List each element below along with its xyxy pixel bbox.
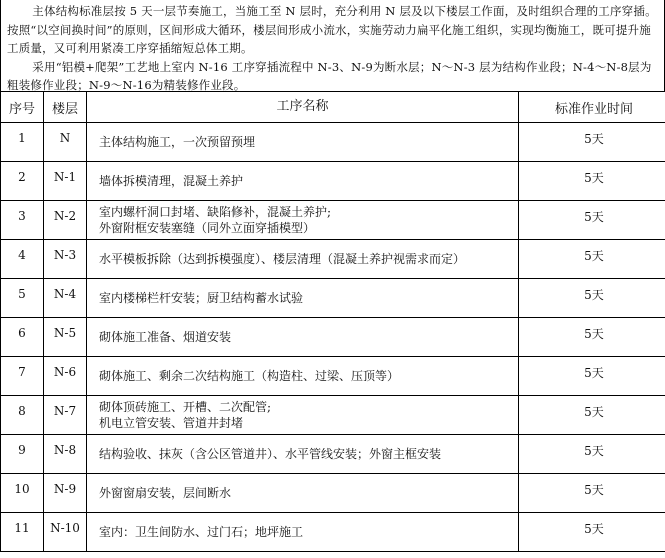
row-no bbox=[1, 435, 44, 474]
row-time bbox=[519, 201, 665, 240]
row-floor-text: N-2 bbox=[53, 209, 77, 223]
header-task: 工序名称 bbox=[87, 92, 519, 123]
row-floor bbox=[44, 474, 87, 513]
table-row bbox=[1, 474, 665, 513]
row-no bbox=[1, 162, 44, 201]
row-task bbox=[87, 357, 519, 396]
row-time-text: 5天 bbox=[584, 209, 604, 224]
row-task bbox=[87, 474, 519, 513]
header-floor: 楼层 bbox=[44, 92, 87, 123]
row-time-text: 5天 bbox=[584, 404, 604, 419]
row-no-text: 10 bbox=[14, 482, 30, 496]
row-time bbox=[519, 318, 665, 357]
row-floor-text: N-7 bbox=[53, 404, 77, 418]
row-floor bbox=[44, 123, 87, 162]
table-row bbox=[1, 318, 665, 357]
row-no bbox=[1, 123, 44, 162]
row-no-text: 9 bbox=[18, 443, 26, 457]
row-task bbox=[87, 123, 519, 162]
row-task-text: 主体结构施工，一次预留预埋 bbox=[99, 135, 256, 149]
table-row bbox=[1, 201, 665, 240]
row-no-text: 3 bbox=[18, 209, 26, 223]
row-task-text: 室内：卫生间防水、过门石；地坪施工 bbox=[99, 525, 304, 539]
table-row bbox=[1, 240, 665, 279]
row-time-text: 5天 bbox=[584, 482, 604, 497]
row-task bbox=[87, 162, 519, 201]
intro-paragraph-1: 主体结构标准层按 5 天一层节奏施工，当施工至 N 层时，充分利用 N 层及以下楼层工作面，及时组织合理的工序穿插。按照“以空间换时间”的原则，区间形成大循环，楼层间形成小流水，实施劳动力扁平化施工组织，实现均衡施工，既可提升施工质量，又可利用紧凑工序穿插缩短总体工期。 bbox=[7, 4, 657, 55]
row-time-text: 5天 bbox=[584, 248, 604, 263]
row-time-text: 5天 bbox=[584, 326, 604, 341]
row-task-text: 砌体施工、剩余二次结构施工（构造柱、过梁、压顶等） bbox=[99, 369, 400, 383]
row-time bbox=[519, 357, 665, 396]
row-time bbox=[519, 474, 665, 513]
row-no bbox=[1, 396, 44, 435]
row-no-text: 7 bbox=[18, 365, 26, 379]
row-task-text: 砌体顶砖施工、开槽、二次配管; 机电立管安装、管道井封堵 bbox=[99, 400, 272, 430]
intro-text bbox=[0, 0, 665, 91]
row-time bbox=[519, 123, 665, 162]
row-task bbox=[87, 279, 519, 318]
row-task bbox=[87, 435, 519, 474]
row-task bbox=[87, 240, 519, 279]
row-floor bbox=[44, 357, 87, 396]
row-no bbox=[1, 513, 44, 552]
row-task-text: 室内楼梯栏杆安装；厨卫结构蓄水试验 bbox=[99, 291, 304, 305]
row-time bbox=[519, 162, 665, 201]
row-floor-text: N-4 bbox=[53, 287, 77, 301]
row-time-text: 5天 bbox=[584, 521, 604, 536]
row-no bbox=[1, 279, 44, 318]
row-task-text: 室内螺杆洞口封堵、缺陷修补，混凝土养护; 外窗附框安装塞缝（同外立面穿插模型） bbox=[99, 205, 332, 235]
intro-paragraph-2: 采用“铝模+爬架”工艺地上室内 N-16 工序穿插流程中 N-3、N-9为断水层；N～N-3 层为结构作业段；N-4～N-8层为粗装修作业段；N-9～N-16为精装修作业段。 bbox=[7, 59, 652, 92]
row-floor-text: N-6 bbox=[53, 365, 77, 379]
row-task bbox=[87, 396, 519, 435]
table-row bbox=[1, 123, 665, 162]
table-row bbox=[1, 396, 665, 435]
header-no: 序号 bbox=[1, 92, 44, 123]
row-floor-text: N-1 bbox=[53, 170, 77, 184]
row-task-text: 水平模板拆除（达到拆模强度）、楼层清理（混凝土养护视需求而定） bbox=[99, 252, 466, 266]
row-no-text: 5 bbox=[18, 287, 26, 301]
row-floor bbox=[44, 435, 87, 474]
row-time bbox=[519, 240, 665, 279]
row-no-text: 4 bbox=[18, 248, 26, 262]
header-time: 标准作业时间 bbox=[519, 92, 665, 123]
table-row bbox=[1, 357, 665, 396]
row-time-text: 5天 bbox=[584, 443, 604, 458]
process-table bbox=[0, 91, 665, 552]
row-no-text: 1 bbox=[18, 131, 26, 145]
row-task-text: 砌体施工准备、烟道安装 bbox=[99, 330, 232, 344]
table-row bbox=[1, 279, 665, 318]
table-row bbox=[1, 513, 665, 552]
row-floor bbox=[44, 513, 87, 552]
row-no bbox=[1, 201, 44, 240]
row-floor bbox=[44, 240, 87, 279]
row-no-text: 8 bbox=[18, 404, 26, 418]
row-time-text: 5天 bbox=[584, 170, 604, 185]
table-row bbox=[1, 162, 665, 201]
row-floor-text: N-5 bbox=[53, 326, 77, 340]
row-time bbox=[519, 279, 665, 318]
row-floor-text: N-9 bbox=[53, 482, 77, 496]
row-time-text: 5天 bbox=[584, 365, 604, 380]
row-floor bbox=[44, 201, 87, 240]
row-task bbox=[87, 513, 519, 552]
table-header-row bbox=[1, 92, 665, 123]
row-time bbox=[519, 513, 665, 552]
row-task bbox=[87, 201, 519, 240]
row-time bbox=[519, 435, 665, 474]
row-no bbox=[1, 357, 44, 396]
row-floor bbox=[44, 396, 87, 435]
row-time-text: 5天 bbox=[584, 131, 604, 146]
row-task bbox=[87, 318, 519, 357]
row-floor bbox=[44, 279, 87, 318]
row-no-text: 11 bbox=[14, 521, 30, 535]
row-no-text: 6 bbox=[18, 326, 26, 340]
row-no bbox=[1, 318, 44, 357]
row-floor-text: N-8 bbox=[53, 443, 77, 457]
row-floor-text: N-3 bbox=[53, 248, 77, 262]
row-time-text: 5天 bbox=[584, 287, 604, 302]
row-floor bbox=[44, 318, 87, 357]
row-time bbox=[519, 396, 665, 435]
row-task-text: 结构验收、抹灰（含公区管道井）、水平管线安装；外窗主框安装 bbox=[99, 447, 442, 461]
table-row bbox=[1, 435, 665, 474]
row-floor-text: N-10 bbox=[50, 521, 80, 535]
row-no bbox=[1, 474, 44, 513]
row-no bbox=[1, 240, 44, 279]
row-floor-text: N bbox=[59, 131, 71, 145]
row-task-text: 墙体拆模清理，混凝土养护 bbox=[99, 174, 244, 188]
row-task-text: 外窗窗扇安装，层间断水 bbox=[99, 486, 232, 500]
row-floor bbox=[44, 162, 87, 201]
row-no-text: 2 bbox=[18, 170, 26, 184]
